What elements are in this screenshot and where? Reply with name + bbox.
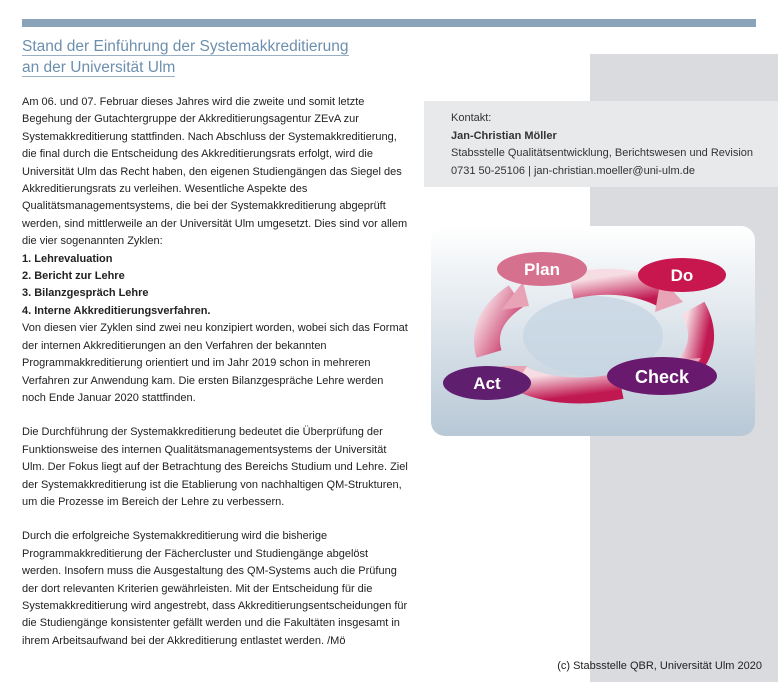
arrow-do-to-check [689,308,701,366]
contact-name: Jan-Christian Möller [451,129,557,142]
plan-label: Plan [524,260,560,279]
contact-box [424,101,778,187]
paragraph-1: Am 06. und 07. Februar dieses Jahres wird die zweite und somit letzte Begehung der Gutachtergruppe der Akkreditierungsagentur ZEvA zur Systemakkreditierung stattfinden. Nach Abschluss der Systemakkreditierung, die final durch die Entscheidung des Akkreditierungsrats erfolgt, wird die Universität Ulm das Recht haben, den eigenen Studiengängen das Siegel des Akkreditierungsrats zu verleihen. Wesentliche Aspekte des Qualitätsmanagementsystems, die bei der Systemakkreditierung abgeprüft werden, sind mittlerweile an der Universität Ulm umgesetzt. Dies sind vor allem die vier sogenannten Zyklen: [22,96,408,248]
copyright-notice: (c) Stabsstelle QBR, Universität Ulm 2020 [557,660,762,672]
paragraph-intro [22,94,408,320]
title-line-1: Stand der Einführung der Systemakkreditierung [22,38,349,55]
do-label: Do [670,266,694,285]
cycle-list-item: 4. Interne Akkreditierungsverfahren. [22,304,211,317]
cycle-list-item: 2. Bericht zur Lehre [22,270,125,283]
contact-details: 0731 50-25106 | jan-christian.moeller@uni-ulm.de [451,164,695,177]
article-title [22,36,422,78]
contact-department: Stabsstelle Qualitätsentwicklung, Berichtswesen und Revision [451,147,754,160]
cycle-list-item: 1. Lehrevaluation [22,252,113,265]
check-label: Check [634,367,690,387]
pdca-cycle-diagram [431,226,755,436]
paragraph-3: Die Durchführung der Systemakkreditierung bedeutet die Überprüfung der Funktionsweise des internen Qualitätsmanagementsystems der Universität Ulm. Der Fokus liegt auf der Betrachtung des Bereichs Studium und Lehre. Ziel der Systemakkreditierung ist die Etablierung von nachhaltigen QM-Strukturen, um die Prozesse im Bereich der Lehre zu verbessern. [22,426,408,508]
contact-label: Kontakt: [451,112,492,124]
cycle-list-item: 3. Bilanzgespräch Lehre [22,287,149,300]
cycle-list [22,251,408,321]
paragraph-2: Von diesen vier Zyklen sind zwei neu konzipiert worden, wobei sich das Format der internen Akkreditierungen an den Verfahren der bekannten Programmakkreditierung orientiert und im Jahr 2019 schon in mehreren Verfahren zur Anwendung kam. Die ersten Bilanzgespräche Lehre werden noch Ende Januar 2020 stattfinden. [22,322,408,404]
top-accent-bar [22,19,756,27]
arrow-check-to-act [519,378,621,391]
article-body [22,94,408,650]
paragraph-4: Durch die erfolgreiche Systemakkreditierung wird die bisherige Programmakkreditierung der Fächercluster und Studiengänge abgelöst werden. Insofern muss die Ausgestaltung des QM-Systems auch die Prüfung der dort relevanten Kriterien gewährleisten. Mit der Entscheidung für die Systemakkreditierung wird angestrebt, dass Akkreditierungsentscheidungen für die Studiengänge konsistenter gefällt werden und die Fakultäten insgesamt in ihrem Arbeitsaufwand bei der Akkreditierung entlastet werden. /Mö [22,530,408,647]
title-line-2: an der Universität Ulm [22,59,176,76]
act-label: Act [473,374,501,393]
